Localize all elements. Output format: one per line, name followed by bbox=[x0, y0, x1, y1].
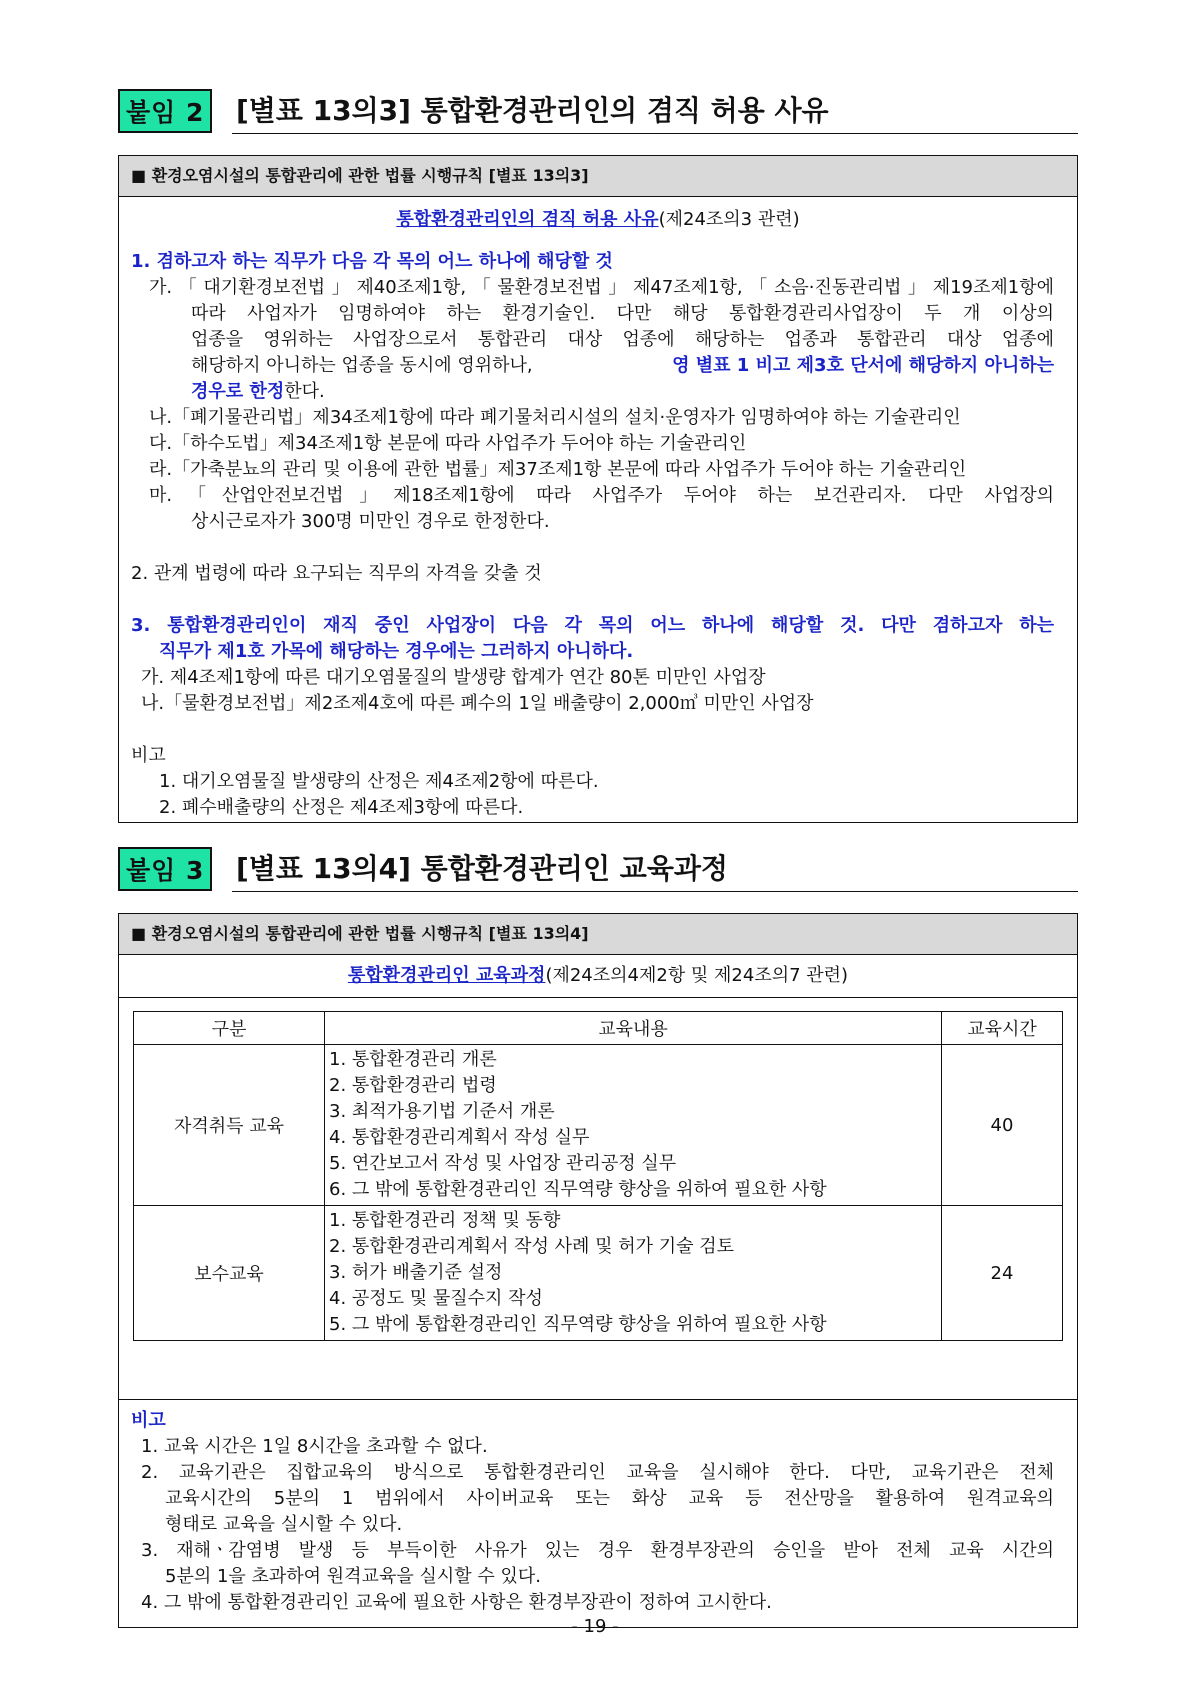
item1-ma-line2: 상시근로자가 300명 미만인 경우로 한정한다. bbox=[191, 511, 550, 532]
section2-note-label: 비고 bbox=[131, 745, 166, 766]
item1-ga-line5-normal: 한다. bbox=[284, 381, 325, 402]
list-item: 3. 허가 배출기준 설정 bbox=[329, 1262, 503, 1283]
section3-heading bbox=[118, 847, 1078, 895]
row-hours: 24 bbox=[942, 1206, 1063, 1341]
list-item: 3. 최적가용기법 기준서 개론 bbox=[329, 1101, 555, 1122]
section2-doc-title-rest: (제24조의3 관련) bbox=[658, 209, 800, 230]
section3-note2-line2: 교육시간의 5분의 1 범위에서 사이버교육 또는 화상 교육 등 전산망을 활용하여 원격교육의 bbox=[165, 1488, 1054, 1509]
list-item: 2. 통합환경관리 법령 bbox=[329, 1075, 497, 1096]
section3-note3-line1: 3. 재해ㆍ감염병 발생 등 부득이한 사유가 있는 경우 환경부장관의 승인을 받아 전체 교육 시간의 bbox=[141, 1540, 1054, 1561]
section3-note1: 1. 교육 시간은 1일 8시간을 초과할 수 없다. bbox=[141, 1436, 488, 1457]
list-item: 1. 통합환경관리 개론 bbox=[329, 1049, 497, 1070]
item1-ga-line1: 가.「대기환경보전법」제40조제1항,「물환경보전법」제47조제1항,「소음·진동관리법」제19조제1항에 bbox=[149, 277, 1054, 298]
item1-ga-line4-bold: 영 별표 1 비고 제3호 단서에 해당하지 아니하는 bbox=[672, 355, 1054, 376]
section3-tag: 붙임 3 bbox=[118, 847, 212, 891]
list-item: 4. 통합환경관리계획서 작성 실무 bbox=[329, 1127, 590, 1148]
section2-body bbox=[119, 197, 1077, 822]
section2-doc-title-bold: 통합환경관리인의 겸직 허용 사유 bbox=[396, 209, 659, 230]
section3-box bbox=[118, 913, 1078, 1628]
section3-note2-line3: 형태로 교육을 실시할 수 있다. bbox=[165, 1514, 403, 1535]
col-header-hours: 교육시간 bbox=[942, 1012, 1063, 1045]
item3-line2: 직무가 제1호 가목에 해당하는 경우에는 그러하지 아니하다. bbox=[159, 641, 634, 662]
section2-box-header: ■ 환경오염시설의 통합관리에 관한 법률 시행규칙 [별표 13의3] bbox=[119, 156, 1077, 197]
section3-title: [별표 13의4] 통합환경관리인 교육과정 bbox=[232, 847, 1078, 892]
item3-na: 나.「물환경보전법」제2조제4호에 따른 폐수의 1일 배출량이 2,000㎥ 미만인 사업장 bbox=[141, 693, 814, 714]
list-item: 6. 그 밖에 통합환경관리인 직무역량 향상을 위하여 필요한 사항 bbox=[329, 1179, 827, 1200]
section3-body bbox=[119, 955, 1077, 1627]
item1-ga-line2: 따라 사업자가 임명하여야 하는 환경기술인. 다만 해당 통합환경관리사업장이 두 개 이상의 bbox=[191, 303, 1054, 324]
item3-line1: 3. 통합환경관리인이 재직 중인 사업장이 다음 각 목의 어느 하나에 해당할 것. 다만 겸하고자 하는 bbox=[131, 615, 1054, 636]
section3-note-label: 비고 bbox=[131, 1410, 166, 1431]
list-item: 1. 통합환경관리 정책 및 동향 bbox=[329, 1210, 561, 1231]
table-row bbox=[134, 1206, 1063, 1341]
row-hours: 40 bbox=[942, 1045, 1063, 1206]
section3-box-header: ■ 환경오염시설의 통합관리에 관한 법률 시행규칙 [별표 13의4] bbox=[119, 914, 1077, 955]
section2-heading bbox=[118, 89, 1078, 137]
section3-doc-title-rest: (제24조의4제2항 및 제24조의7 관련) bbox=[545, 965, 849, 986]
item1-da: 다.「하수도법」제34조제1항 본문에 따라 사업주가 두어야 하는 기술관리인 bbox=[149, 433, 747, 454]
list-item: 2. 통합환경관리계획서 작성 사례 및 허가 기술 검토 bbox=[329, 1236, 734, 1257]
section3-note4: 4. 그 밖에 통합환경관리인 교육에 필요한 사항은 환경부장관이 정하여 고시한다. bbox=[141, 1592, 772, 1613]
education-table bbox=[133, 1011, 1063, 1341]
row-category: 보수교육 bbox=[134, 1206, 325, 1341]
col-header-content: 교육내용 bbox=[325, 1012, 942, 1045]
table-header-row bbox=[134, 1012, 1063, 1045]
item1-ga-line5-bold: 경우로 한정 bbox=[191, 381, 285, 402]
list-item: 5. 그 밖에 통합환경관리인 직무역량 향상을 위하여 필요한 사항 bbox=[329, 1314, 827, 1335]
list-item: 5. 연간보고서 작성 및 사업장 관리공정 실무 bbox=[329, 1153, 677, 1174]
item1-ga-line3: 업종을 영위하는 사업장으로서 통합관리 대상 업종에 해당하는 업종과 통합관리 대상 업종에 bbox=[191, 329, 1054, 350]
list-item: 4. 공정도 및 물질수지 작성 bbox=[329, 1288, 543, 1309]
section2-doc-title bbox=[119, 197, 1077, 243]
item1-ra: 라.「가축분뇨의 관리 및 이용에 관한 법률」제37조제1항 본문에 따라 사업주가 두어야 하는 기술관리인 bbox=[149, 459, 967, 480]
section3-note3-line2: 5분의 1을 초과하여 원격교육을 실시할 수 있다. bbox=[165, 1566, 541, 1587]
item1-ga-line4-normal: 해당하지 아니하는 업종을 동시에 영위하나, bbox=[191, 355, 533, 376]
section2-box bbox=[118, 155, 1078, 823]
item1-ga-line4 bbox=[191, 353, 1054, 379]
col-header-category: 구분 bbox=[134, 1012, 325, 1045]
row-items bbox=[325, 1206, 942, 1341]
row-category: 자격취득 교육 bbox=[134, 1045, 325, 1206]
page-number: - 19 - bbox=[571, 1616, 619, 1637]
section2-tag: 붙임 2 bbox=[118, 89, 212, 133]
section2-note2: 2. 폐수배출량의 산정은 제4조제3항에 따른다. bbox=[159, 797, 524, 818]
item1-ga-line5 bbox=[191, 379, 325, 405]
section3-note2-line1: 2. 교육기관은 집합교육의 방식으로 통합환경관리인 교육을 실시해야 한다. 다만, 교육기관은 전체 bbox=[141, 1462, 1054, 1483]
section3-doc-title-bold: 통합환경관리인 교육과정 bbox=[347, 965, 546, 986]
item3-ga: 가. 제4조제1항에 따른 대기오염물질의 발생량 합계가 연간 80톤 미만인 사업장 bbox=[141, 667, 766, 688]
item1-na: 나.「폐기물관리법」제34조제1항에 따라 폐기물처리시설의 설치·운영자가 임명하여야 하는 기술관리인 bbox=[149, 407, 961, 428]
item1-title: 1. 겸하고자 하는 직무가 다음 각 목의 어느 하나에 해당할 것 bbox=[131, 251, 613, 272]
table-row bbox=[134, 1045, 1063, 1206]
section2-title: [별표 13의3] 통합환경관리인의 겸직 허용 사유 bbox=[232, 89, 1078, 134]
row-items bbox=[325, 1045, 942, 1206]
section2-note1: 1. 대기오염물질 발생량의 산정은 제4조제2항에 따른다. bbox=[159, 771, 599, 792]
item2: 2. 관계 법령에 따라 요구되는 직무의 자격을 갖출 것 bbox=[131, 563, 542, 584]
section3-doc-title bbox=[119, 955, 1077, 998]
section3-notes bbox=[119, 1399, 1077, 1628]
item1-ma-line1: 마.「산업안전보건법」제18조제1항에 따라 사업주가 두어야 하는 보건관리자. 다만 사업장의 bbox=[149, 485, 1054, 506]
